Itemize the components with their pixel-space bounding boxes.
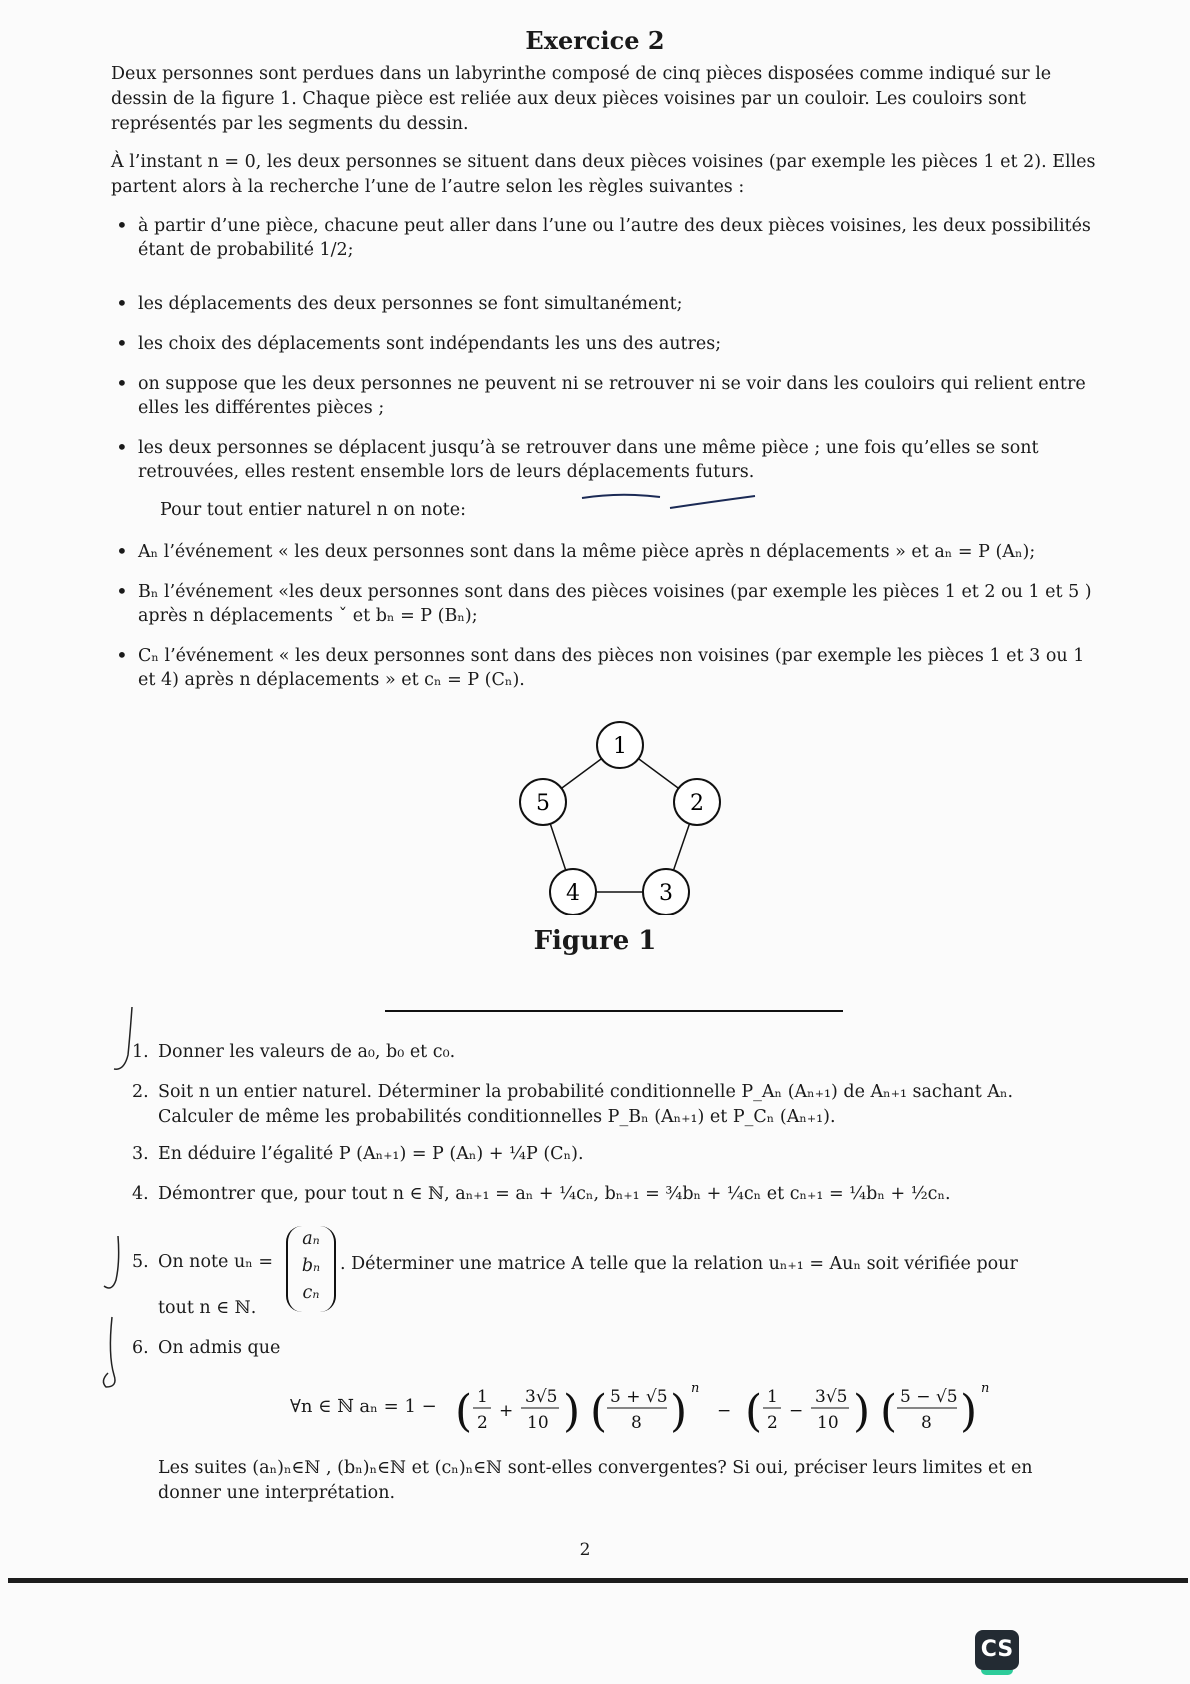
svg-text:5 + √5: 5 + √5 [610, 1387, 668, 1407]
svg-text:(: ( [455, 1386, 473, 1437]
svg-text:8: 8 [631, 1413, 642, 1433]
event-b: • Bₙ l’événement «les deux personnes sont dans des pièces voisines (par exemple les pièces 1 et 2 ou 1 et 5 ) après n déplacements ˇ et bₙ = P (Bₙ); [116, 579, 1092, 626]
room-5 [520, 779, 566, 825]
question-6-conclusion: Les suites (aₙ)ₙ∈ℕ , (bₙ)ₙ∈ℕ et (cₙ)ₙ∈ℕ sont-elles convergentes? Si oui, préciser leurs limites et en donner une interprétation. [158, 1458, 1033, 1503]
room-2 [674, 779, 720, 825]
notation-intro: Pour tout entier naturel n on note: [160, 500, 466, 520]
formula-expression [455, 1378, 1190, 1448]
svg-text:−: − [717, 1401, 732, 1421]
svg-text:10: 10 [527, 1413, 549, 1433]
svg-text:5: 5 [536, 791, 550, 816]
svg-text:3: 3 [659, 881, 673, 906]
question-4: 4. Démontrer que, pour tout n ∈ ℕ, aₙ₊₁ = aₙ + ¼cₙ, bₙ₊₁ = ¾bₙ + ¼cₙ et cₙ₊₁ = ¼bₙ + ½cₙ. [132, 1184, 951, 1204]
labyrinth-diagram [510, 715, 740, 915]
svg-text:): ) [670, 1386, 688, 1437]
svg-text:(: ( [745, 1386, 763, 1437]
room-1 [597, 722, 643, 768]
svg-text:): ) [960, 1386, 978, 1437]
question-2: 2. Soit n un entier naturel. Déterminer la probabilité conditionnelle P_Aₙ (Aₙ₊₁) de Aₙ₊₁ sachant Aₙ. Calculer de même les probabilités conditionnelles P_Bₙ (Aₙ₊₁) et P_Cₙ (Aₙ₊₁). [132, 1082, 1014, 1127]
exercise-title: Exercice 2 [525, 26, 665, 55]
handwritten-underline [580, 490, 760, 512]
svg-text:+: + [499, 1401, 514, 1421]
svg-text:3√5: 3√5 [815, 1387, 848, 1407]
rule-item-3: • les choix des déplacements sont indépendants les uns des autres; [116, 331, 722, 355]
separator-rule [385, 1010, 843, 1012]
svg-text:−: − [789, 1401, 804, 1421]
svg-text:4: 4 [566, 881, 580, 906]
svg-text:1: 1 [767, 1387, 778, 1407]
scan-bottom-edge [8, 1578, 1188, 1583]
rule-item-4: • on suppose que les deux personnes ne peuvent ni se retrouver ni se voir dans les couloirs qui relient entre elles les différentes pièces ; [116, 371, 1086, 418]
svg-text:10: 10 [817, 1413, 839, 1433]
rule-item-2: • les déplacements des deux personnes se font simultanément; [116, 291, 683, 315]
question-3: 3. En déduire l’égalité P (Aₙ₊₁) = P (Aₙ) + ¼P (Cₙ). [132, 1144, 584, 1164]
rule-item-1: • à partir d’une pièce, chacune peut aller dans l’une ou l’autre des deux pièces voisines, les deux possibilités étant de probabilité 1/2; [116, 213, 1091, 260]
svg-text:n: n [981, 1381, 990, 1396]
page-number: 2 [579, 1540, 591, 1560]
room-3 [643, 869, 689, 915]
question-1: 1. Donner les valeurs de a₀, b₀ et c₀. [132, 1042, 456, 1062]
svg-text:(: ( [590, 1386, 608, 1437]
svg-text:n: n [691, 1381, 700, 1396]
handwritten-mark-3 [96, 1315, 130, 1395]
svg-text:1: 1 [613, 734, 627, 759]
room-4 [550, 869, 596, 915]
intro-paragraph-1: Deux personnes sont perdues dans un labyrinthe composé de cinq pièces disposées comme indiqué sur le dessin de la figure 1. Chaque pièce est reliée aux deux pièces voisines par un couloir. Les couloirs sont représentés par les segments du dessin. [111, 64, 1052, 134]
intro-paragraph-2: À l’instant n = 0, les deux personnes se situent dans deux pièces voisines (par exemple les pièces 1 et 2). Elles partent alors à la recherche l’une de l’autre selon les règles suivantes : [111, 152, 1096, 197]
svg-text:): ) [853, 1386, 871, 1437]
svg-text:(: ( [880, 1386, 898, 1437]
svg-text:3√5: 3√5 [525, 1387, 558, 1407]
svg-text:): ) [563, 1386, 581, 1437]
svg-text:8: 8 [921, 1413, 932, 1433]
figure-caption: Figure 1 [533, 926, 657, 956]
question-6: 6. On admis que [132, 1338, 281, 1358]
event-a: • Aₙ l’événement « les deux personnes sont dans la même pièce après n déplacements » et aₙ = P (Aₙ); [116, 539, 1036, 563]
svg-text:2: 2 [767, 1413, 778, 1433]
document-page: Exercice 2 Deux personnes sont perdues dans un labyrinthe composé de cinq pièces disposées comme indiqué sur le dessin de la figure 1. Chaque pièce est reliée aux deux pièces voisines par un couloir. Les couloirs sont représentés par les segments du dessin. À l’instant n = 0, les deux personnes se situent dans deux pièces voisines (par exemple les pièces 1 et 2). Elles partent alors à la recherche l’une de l’autre selon les règles suivantes : • à partir d’une pièce, chacune peut aller dans l’une ou l’autre des deux pièces voisines, les deux possibilités étant de probabilité 1/2; • les déplacements des deux personnes se font simultanément; • les choix des déplacements sont indépendants les uns des autres; • on suppose que les deux personnes ne peuvent ni se retrouver ni se voir dans les couloirs qui relient entre elles les différentes pièces ; • les deux personnes se déplacent jusqu’à se retrouver dans une même pièce ; une fois qu’elles se sont retrouvées, elles restent ensemble lors de leurs déplacements futurs. Pour tout entier naturel n on note: • Aₙ l’événement « les deux personnes sont dans la même pièce après n déplacements » et aₙ = P (Aₙ); • Bₙ l’événement «les deux personnes sont dans des pièces voisines (par exemple les pièces 1 et 2 ou 1 et 5 ) après n déplacements ˇ et bₙ = P (Bₙ); • Cₙ l’événement « les deux personnes sont dans des pièces non voisines (par exemple les pièces 1 et 3 ou 1 et 4) après n déplacements » et cₙ = P (Cₙ). 1 2 3 4 5 Figure 1 1. Donner les valeurs de a₀, b₀ et c₀. 2. Soit n un entier naturel. Déterminer la probabilité conditionnelle P_Aₙ (Aₙ₊₁) de Aₙ₊₁ sachant Aₙ. Calculer de même les probabilités conditionnelles P_Bₙ (Aₙ₊₁) et P_Cₙ (Aₙ₊₁). 3. En déduire l’égalité P (Aₙ₊₁) = P (Aₙ) + ¼P (Cₙ). 4. Démontrer que, pour tout n ∈ ℕ, aₙ₊₁ = aₙ + ¼cₙ, bₙ₊₁ = ¾bₙ + ¼cₙ et cₙ₊₁ = ¼bₙ + ½cₙ. 5. On note uₙ = aₙ bₙ cₙ . Déterminer une matrice A telle que la relation uₙ₊₁ = Auₙ soit vérifiée pour tout n ∈ ℕ. 6. On admis que ∀n ∈ ℕ aₙ = 1 − ( 1 2 + 3√5 10 ) ( 5 + √5 8 ) n − ( 1 2 − 3√5 10 ) ( 5 − √5 8 ) n Les suites (aₙ)ₙ∈ℕ , (bₙ)ₙ∈ℕ et (cₙ)ₙ∈ℕ sont-elles convergentes? Si oui, préciser leurs limites et en donner une interprétation. 2 CS [0, 0, 1190, 1684]
camscanner-logo: CS [975, 1630, 1019, 1670]
event-c: • Cₙ l’événement « les deux personnes sont dans des pièces non voisines (par exemple les pièces 1 et 3 ou 1 et 4) après n déplacements » et cₙ = P (Cₙ). [116, 643, 1085, 690]
handwritten-mark-2 [98, 1232, 128, 1302]
svg-text:5 − √5: 5 − √5 [900, 1387, 958, 1407]
rule-item-5: • les deux personnes se déplacent jusqu’à se retrouver dans une même pièce ; une fois qu’elles se sont retrouvées, elles restent ensemble lors de leurs déplacements futurs. [116, 435, 1039, 482]
svg-text:1: 1 [477, 1387, 488, 1407]
svg-text:2: 2 [690, 791, 704, 816]
vector-u: aₙ bₙ cₙ [286, 1226, 336, 1312]
svg-text:2: 2 [477, 1413, 488, 1433]
question-5: 5. On note uₙ = aₙ bₙ cₙ . Déterminer une matrice A telle que la relation uₙ₊₁ = Auₙ soit vérifiée pour tout n ∈ ℕ. [158, 1226, 1078, 1322]
